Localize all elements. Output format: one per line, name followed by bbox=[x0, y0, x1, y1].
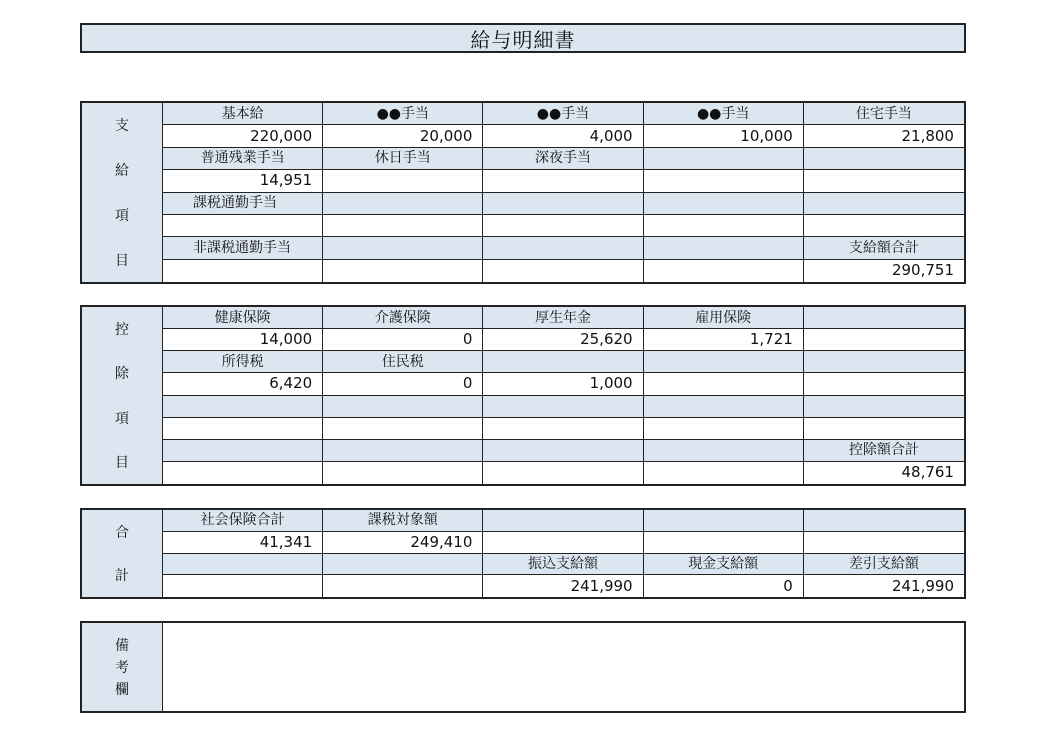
amount-cell: 1,000 bbox=[483, 373, 643, 395]
amount-cell bbox=[483, 215, 643, 237]
field-label: ●●手当 bbox=[644, 103, 804, 125]
totals-section bbox=[80, 508, 966, 599]
amount-cell bbox=[323, 462, 483, 484]
memo-section bbox=[80, 621, 966, 713]
amount-cell: 290,751 bbox=[804, 260, 964, 282]
field-label: 休日手当 bbox=[323, 148, 483, 170]
field-label bbox=[644, 237, 804, 259]
amount-cell: 10,000 bbox=[644, 125, 804, 147]
amount-cell bbox=[804, 418, 964, 440]
field-label bbox=[483, 193, 643, 215]
field-label: 住宅手当 bbox=[804, 103, 964, 125]
totals-side-label bbox=[82, 510, 163, 597]
amount-cell: 41,341 bbox=[163, 532, 323, 554]
side-char: 除 bbox=[115, 366, 129, 383]
payment-items-grid bbox=[163, 103, 964, 282]
field-label bbox=[323, 193, 483, 215]
payment-items-side-label bbox=[82, 103, 163, 282]
amount-cell bbox=[323, 170, 483, 192]
amount-cell: 241,990 bbox=[804, 575, 964, 597]
amount-cell: 241,990 bbox=[483, 575, 643, 597]
side-char: 計 bbox=[115, 568, 129, 585]
field-label bbox=[483, 440, 643, 462]
side-char: 項 bbox=[115, 207, 129, 224]
amount-cell bbox=[483, 462, 643, 484]
side-char: 欄 bbox=[115, 682, 129, 698]
amount-cell bbox=[804, 329, 964, 351]
amount-cell bbox=[163, 215, 323, 237]
amount-cell: 14,000 bbox=[163, 329, 323, 351]
amount-cell bbox=[483, 532, 643, 554]
amount-cell bbox=[323, 215, 483, 237]
field-label bbox=[804, 351, 964, 373]
amount-cell bbox=[163, 418, 323, 440]
field-label: 支給額合計 bbox=[804, 237, 964, 259]
amount-cell bbox=[804, 215, 964, 237]
field-label bbox=[323, 237, 483, 259]
amount-cell: 1,721 bbox=[644, 329, 804, 351]
memo-side-label bbox=[82, 623, 163, 711]
deduction-items-side-label bbox=[82, 307, 163, 484]
side-char: 目 bbox=[115, 454, 129, 471]
amount-cell: 4,000 bbox=[483, 125, 643, 147]
amount-cell bbox=[804, 532, 964, 554]
field-label bbox=[483, 510, 643, 532]
amount-cell bbox=[163, 260, 323, 282]
field-label: 深夜手当 bbox=[483, 148, 643, 170]
field-label bbox=[323, 440, 483, 462]
amount-cell bbox=[644, 260, 804, 282]
amount-cell: 0 bbox=[323, 329, 483, 351]
amount-cell: 20,000 bbox=[323, 125, 483, 147]
field-label: 雇用保険 bbox=[644, 307, 804, 329]
field-label bbox=[483, 396, 643, 418]
field-label bbox=[163, 554, 323, 576]
deduction-items-section bbox=[80, 305, 966, 486]
amount-cell bbox=[644, 215, 804, 237]
amount-cell: 14,951 bbox=[163, 170, 323, 192]
field-label bbox=[644, 193, 804, 215]
amount-cell bbox=[163, 462, 323, 484]
side-char: 合 bbox=[115, 524, 129, 541]
field-label: 普通残業手当 bbox=[163, 148, 323, 170]
amount-cell bbox=[804, 170, 964, 192]
side-char: 控 bbox=[115, 322, 129, 339]
amount-cell bbox=[644, 532, 804, 554]
amount-cell: 25,620 bbox=[483, 329, 643, 351]
field-label bbox=[804, 307, 964, 329]
totals-grid bbox=[163, 510, 964, 597]
field-label bbox=[644, 351, 804, 373]
amount-cell bbox=[483, 170, 643, 192]
amount-cell: 21,800 bbox=[804, 125, 964, 147]
amount-cell bbox=[323, 418, 483, 440]
field-label bbox=[483, 351, 643, 373]
amount-cell bbox=[644, 170, 804, 192]
field-label: 社会保険合計 bbox=[163, 510, 323, 532]
field-label: 振込支給額 bbox=[483, 554, 643, 576]
field-label: ●●手当 bbox=[483, 103, 643, 125]
field-label bbox=[163, 396, 323, 418]
side-char: 給 bbox=[115, 163, 129, 180]
amount-cell: 6,420 bbox=[163, 373, 323, 395]
amount-cell: 48,761 bbox=[804, 462, 964, 484]
side-char: 備 bbox=[115, 638, 129, 654]
field-label: 非課税通勤手当 bbox=[163, 237, 323, 259]
side-char: 目 bbox=[115, 252, 129, 269]
field-label bbox=[163, 440, 323, 462]
field-label bbox=[644, 440, 804, 462]
amount-cell bbox=[644, 373, 804, 395]
field-label: 現金支給額 bbox=[644, 554, 804, 576]
field-label bbox=[804, 396, 964, 418]
document-title: 給与明細書 bbox=[80, 23, 966, 53]
field-label bbox=[323, 554, 483, 576]
field-label: 課税通勤手当 bbox=[163, 193, 323, 215]
amount-cell bbox=[483, 418, 643, 440]
field-label: 基本給 bbox=[163, 103, 323, 125]
field-label: 所得税 bbox=[163, 351, 323, 373]
field-label: ●●手当 bbox=[323, 103, 483, 125]
field-label: 厚生年金 bbox=[483, 307, 643, 329]
amount-cell bbox=[163, 575, 323, 597]
field-label bbox=[804, 148, 964, 170]
field-label: 差引支給額 bbox=[804, 554, 964, 576]
payment-items-section bbox=[80, 101, 966, 284]
field-label bbox=[323, 396, 483, 418]
amount-cell bbox=[644, 418, 804, 440]
memo-field[interactable] bbox=[163, 623, 964, 711]
amount-cell bbox=[804, 373, 964, 395]
amount-cell: 0 bbox=[644, 575, 804, 597]
field-label bbox=[483, 237, 643, 259]
amount-cell: 249,410 bbox=[323, 532, 483, 554]
field-label: 控除額合計 bbox=[804, 440, 964, 462]
field-label bbox=[804, 193, 964, 215]
amount-cell bbox=[483, 260, 643, 282]
amount-cell bbox=[323, 260, 483, 282]
field-label bbox=[644, 396, 804, 418]
field-label bbox=[804, 510, 964, 532]
field-label: 住民税 bbox=[323, 351, 483, 373]
amount-cell bbox=[644, 462, 804, 484]
amount-cell bbox=[323, 575, 483, 597]
amount-cell: 220,000 bbox=[163, 125, 323, 147]
deduction-items-grid bbox=[163, 307, 964, 484]
field-label bbox=[644, 510, 804, 532]
side-char: 考 bbox=[115, 660, 129, 676]
field-label: 課税対象額 bbox=[323, 510, 483, 532]
field-label bbox=[644, 148, 804, 170]
field-label: 介護保険 bbox=[323, 307, 483, 329]
amount-cell: 0 bbox=[323, 373, 483, 395]
field-label: 健康保険 bbox=[163, 307, 323, 329]
side-char: 支 bbox=[115, 118, 129, 135]
side-char: 項 bbox=[115, 410, 129, 427]
